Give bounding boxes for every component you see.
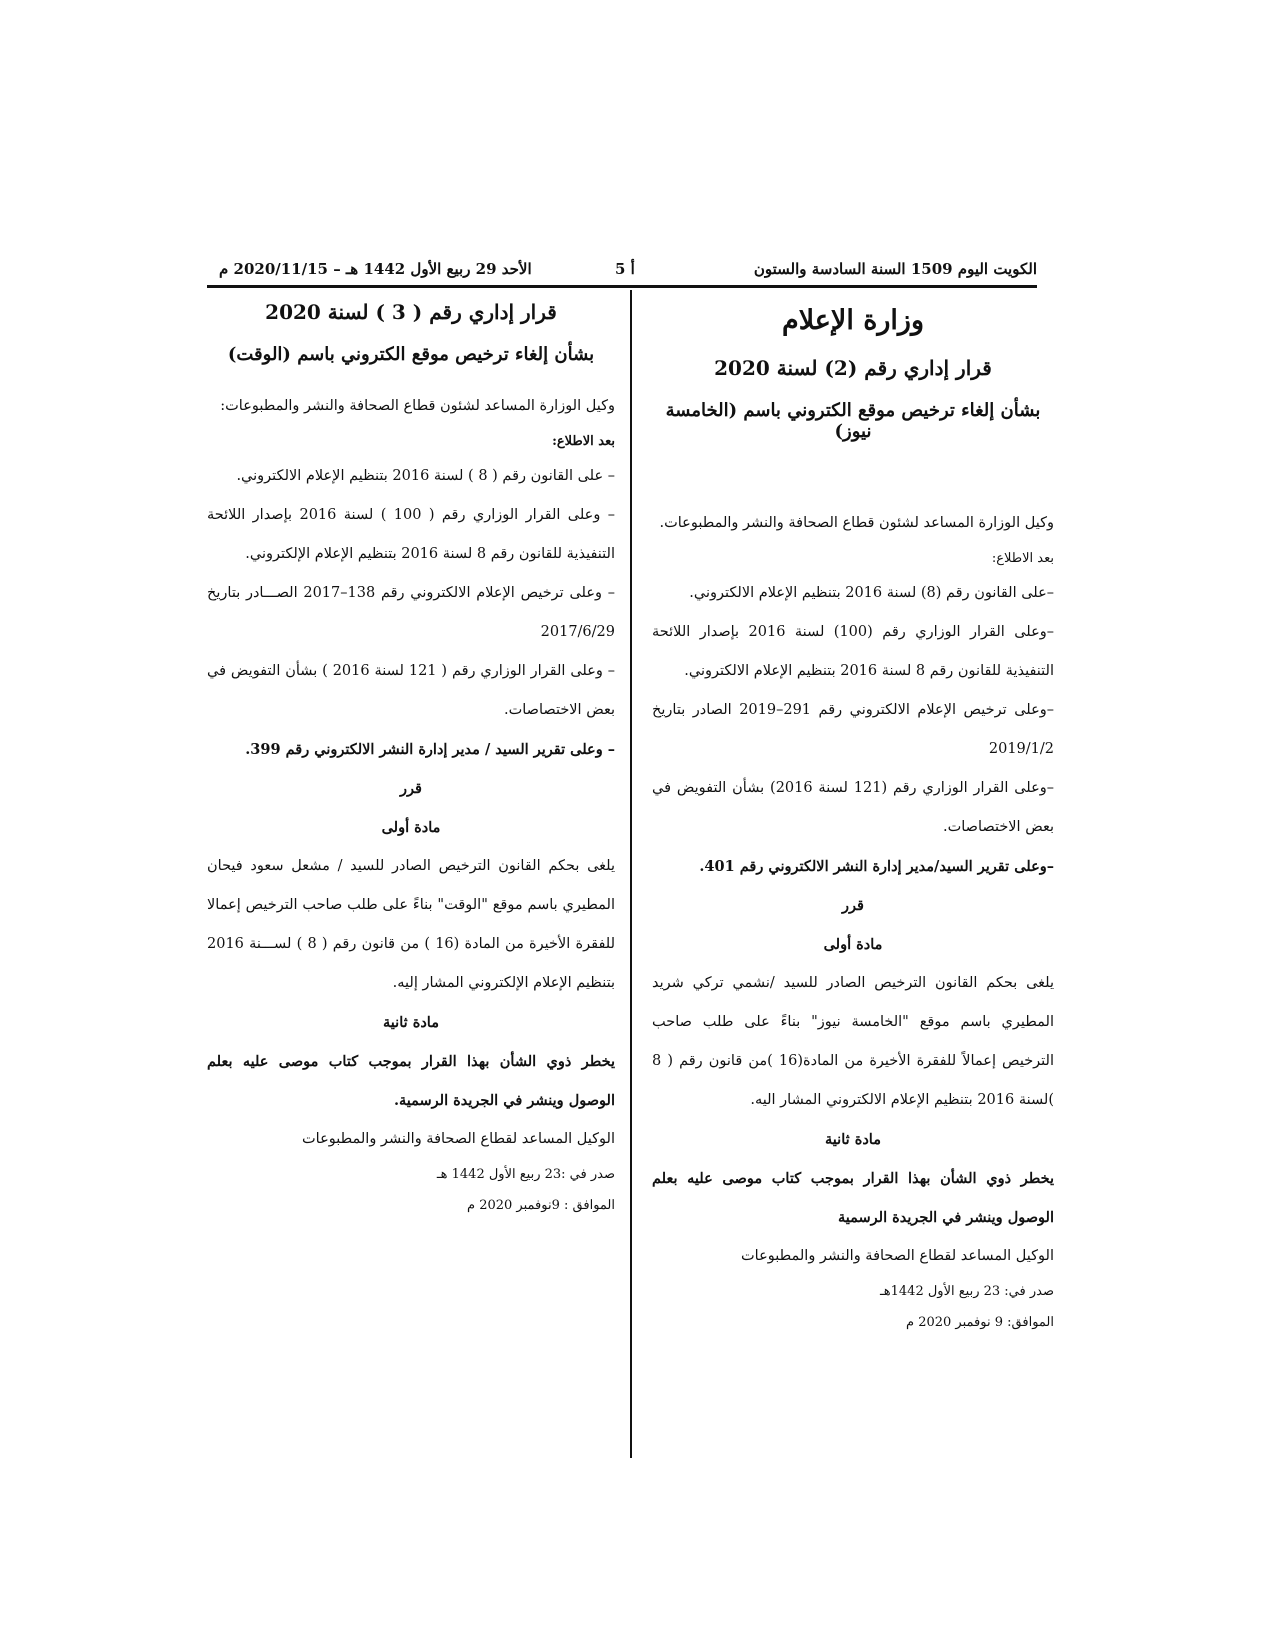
recital-item: – وعلى القرار الوزاري رقم ( 100 ) لسنة 2016 بإصدار اللائحة التنفيذية للقانون رقم 8 لسنة 2016 بتنظيم الإعلام الإلكتروني.	[207, 507, 615, 562]
recital-item: – وعلى القرار الوزاري رقم ( 121 لسنة 2016 ) بشأن التفويض في بعض الاختصاصات.	[207, 663, 615, 718]
decision-subject: بشأن إلغاء ترخيص موقع الكتروني باسم (الخامسة نيوز)	[665, 400, 1041, 442]
article-2-title: مادة ثانية	[825, 1131, 881, 1148]
header-date: الأحد 29 ربيع الأول 1442 هـ – 2020/11/15 م	[219, 260, 532, 278]
column-divider	[630, 290, 632, 1458]
article-1-text: يلغى بحكم القانون الترخيص الصادر للسيد /نشمي تركي شريد المطيري باسم موقع "الخامسة نيوز" بناءً على طلب صاحب الترخيص إعمالاً للفقرة الأخيرة من المادة(16 )من قانون رقم ( 8 )لسنة 2016 بتنظيم الإعلام الالكتروني المشار اليه.	[652, 975, 1054, 1108]
gazette-issue: الكويت اليوم 1509 السنة السادسة والستون	[753, 260, 1037, 278]
decision-3-column	[207, 300, 615, 1221]
signatory: الوكيل المساعد لقطاع الصحافة والنشر والمطبوعات	[741, 1248, 1054, 1264]
decision-title: قرار إداري رقم (2) لسنة 2020	[714, 356, 992, 380]
corresponding-date: الموافق: 9 نوفمبر 2020 م	[906, 1315, 1054, 1330]
decided-heading: قرر	[400, 780, 422, 797]
recital-item: – وعلى ترخيص الإعلام الالكتروني رقم 138–2017 الصـــادر بتاريخ 2017/6/29	[207, 585, 615, 640]
article-1-text: يلغى بحكم القانون الترخيص الصادر للسيد / مشعل سعود فيحان المطيري باسم موقع "الوقت" بناءً على طلب صاحب الترخيص إعمالا للفقرة الأخيرة من المادة (16 ) من قانون رقم ( 8 ) لســـنة 2016 بتنظيم الإعلام الإلكتروني المشار إليه.	[207, 858, 615, 991]
ministry-title: وزارة الإعلام	[781, 305, 924, 336]
recital-item: –وعلى تقرير السيد/مدير إدارة النشر الالكتروني رقم 401.	[699, 858, 1054, 875]
decision-title: قرار إداري رقم ( 3 ) لسنة 2020	[265, 300, 557, 324]
issued-date: صدر في: 23 ربيع الأول 1442هـ	[879, 1284, 1054, 1299]
page-header	[207, 256, 1037, 284]
preamble: وكيل الوزارة المساعد لشئون قطاع الصحافة والنشر والمطبوعات.	[659, 515, 1054, 531]
header-rule	[207, 285, 1037, 288]
after-review: بعد الاطلاع:	[991, 551, 1054, 566]
article-1-title: مادة أولى	[823, 936, 883, 953]
recital-item: –وعلى ترخيص الإعلام الالكتروني رقم 291–2019 الصادر بتاريخ 2019/1/2	[652, 702, 1054, 757]
decision-subject: بشأن إلغاء ترخيص موقع الكتروني باسم (الوقت)	[227, 344, 595, 365]
recital-item: – وعلى تقرير السيد / مدير إدارة النشر الالكتروني رقم 399.	[245, 741, 615, 758]
recital-item: –وعلى القرار الوزاري رقم (121 لسنة 2016) بشأن التفويض في بعض الاختصاصات.	[652, 780, 1054, 835]
signatory: الوكيل المساعد لقطاع الصحافة والنشر والمطبوعات	[302, 1131, 615, 1147]
after-review: بعد الاطلاع:	[552, 434, 615, 449]
article-2-title: مادة ثانية	[383, 1014, 439, 1031]
article-1-title: مادة أولى	[381, 819, 441, 836]
issued-date: صدر في :23 ربيع الأول 1442 هـ	[436, 1167, 615, 1182]
preamble: وكيل الوزارة المساعد لشئون قطاع الصحافة والنشر والمطبوعات:	[220, 398, 615, 414]
recital-item: –وعلى القرار الوزاري رقم (100) لسنة 2016 بإصدار اللائحة التنفيذية للقانون رقم 8 لسنة 2016 بتنظيم الإعلام الالكتروني.	[652, 624, 1054, 679]
corresponding-date: الموافق : 9نوفمبر 2020 م	[467, 1198, 615, 1213]
decided-heading: قرر	[842, 897, 864, 914]
recital-item: –على القانون رقم (8) لسنة 2016 بتنظيم الإعلام الالكتروني.	[689, 585, 1054, 601]
page-number: أ 5	[615, 260, 635, 278]
decision-2-column	[652, 300, 1054, 1338]
article-2-text: يخطر ذوي الشأن بهذا القرار بموجب كتاب موصى عليه بعلم الوصول وينشر في الجريدة الرسمية.	[207, 1053, 615, 1109]
recital-item: – على القانون رقم ( 8 ) لسنة 2016 بتنظيم الإعلام الالكتروني.	[236, 468, 615, 484]
article-2-text: يخطر ذوي الشأن بهذا القرار بموجب كتاب موصى عليه بعلم الوصول وينشر في الجريدة الرسمية	[652, 1170, 1054, 1226]
